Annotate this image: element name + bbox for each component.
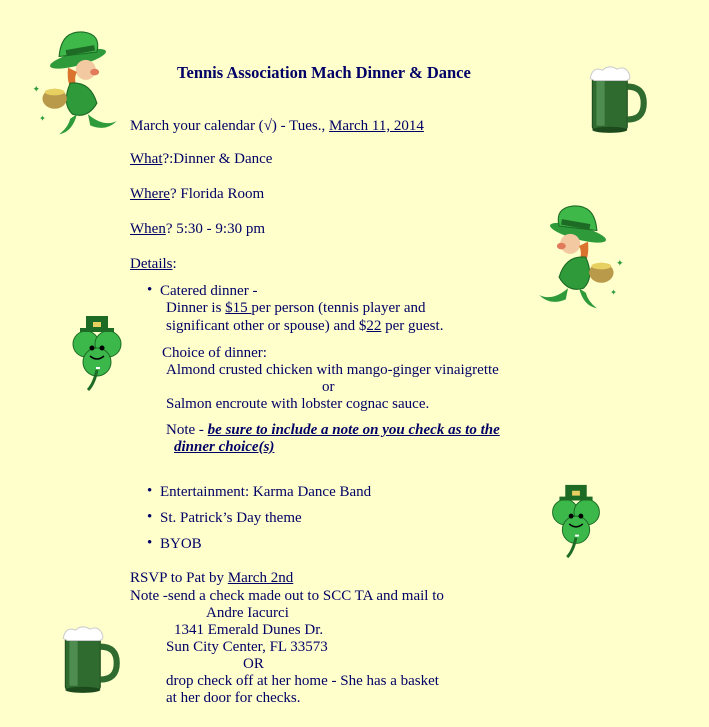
bullet-dot: •: [147, 282, 153, 298]
shamrock-icon: [62, 312, 132, 394]
mail-name: Andre Iacurci: [206, 605, 289, 621]
when-text: ? 5:30 - 9:30 pm: [165, 221, 265, 237]
beer-mug-icon: [58, 624, 122, 696]
price-text: per guest.: [381, 318, 444, 334]
calendar-day: ) - Tues.,: [271, 118, 330, 134]
player-price: $15: [225, 300, 252, 316]
bullet-catered: Catered dinner -: [160, 283, 258, 299]
bullet-theme: St. Patrick’s Day theme: [160, 510, 302, 526]
beer-mug-icon: [585, 64, 649, 136]
leprechaun-icon: [28, 24, 128, 149]
calendar-line: [130, 118, 424, 135]
note-line-1: [166, 422, 500, 439]
details-heading: [130, 256, 177, 273]
when-label: When: [130, 221, 166, 237]
rsvp-date: March 2nd: [227, 570, 294, 586]
choice-or: or: [322, 379, 335, 395]
details-label: Details: [130, 256, 173, 272]
mail-street: 1341 Emerald Dunes Dr.: [174, 622, 324, 638]
what-line: [130, 151, 272, 168]
calendar-prefix: March your calendar (: [130, 118, 264, 134]
price-text: per person (tennis player and: [251, 300, 426, 316]
where-text: ? Florida Room: [169, 186, 265, 202]
note-label: Note -: [166, 422, 208, 438]
note-text: be sure to include a note on you check as to the: [207, 422, 500, 438]
choice-option-1: Almond crusted chicken with mango-ginger vinaigrette: [166, 362, 499, 378]
leprechaun-icon: [528, 198, 628, 323]
guest-price: 22: [366, 318, 382, 334]
where-line: [130, 186, 264, 203]
mail-city: Sun City Center, FL 33573: [166, 639, 328, 655]
price-text: Dinner is: [166, 300, 226, 316]
bullet-byob: BYOB: [160, 536, 202, 552]
mail-dropoff-1: drop check off at her home - She has a basket: [166, 673, 439, 689]
note-text: dinner choice(s): [174, 439, 275, 455]
choice-option-2: Salmon encroute with lobster cognac sauce.: [166, 396, 430, 412]
what-text: ?:Dinner & Dance: [162, 151, 273, 167]
bullet-dot: •: [147, 509, 153, 525]
price-line-1: [166, 300, 426, 317]
bullet-dot: •: [147, 535, 153, 551]
mail-or: OR: [243, 656, 264, 672]
price-line-2: [166, 318, 443, 335]
page-title: Tennis Association Mach Dinner & Dance: [177, 63, 471, 82]
mail-line-1: Note -send a check made out to SCC TA and mail to: [130, 588, 444, 604]
rsvp-text: RSVP to Pat by: [130, 570, 228, 586]
check-mark: √: [263, 118, 272, 134]
rsvp-line: [130, 570, 293, 587]
where-label: Where: [130, 186, 170, 202]
guest-price-symbol: $: [358, 318, 367, 334]
details-colon: :: [172, 256, 177, 272]
choice-heading: Choice of dinner:: [162, 345, 267, 361]
shamrock-icon: [543, 481, 609, 561]
bullet-dot: •: [147, 483, 153, 499]
when-line: [130, 221, 265, 238]
event-date: March 11, 2014: [329, 118, 424, 134]
bullet-entertainment: Entertainment: Karma Dance Band: [160, 484, 372, 500]
mail-dropoff-2: at her door for checks.: [166, 690, 301, 706]
note-line-2: [174, 439, 274, 456]
price-text: significant other or spouse) and: [166, 318, 359, 334]
what-label: What: [130, 151, 163, 167]
